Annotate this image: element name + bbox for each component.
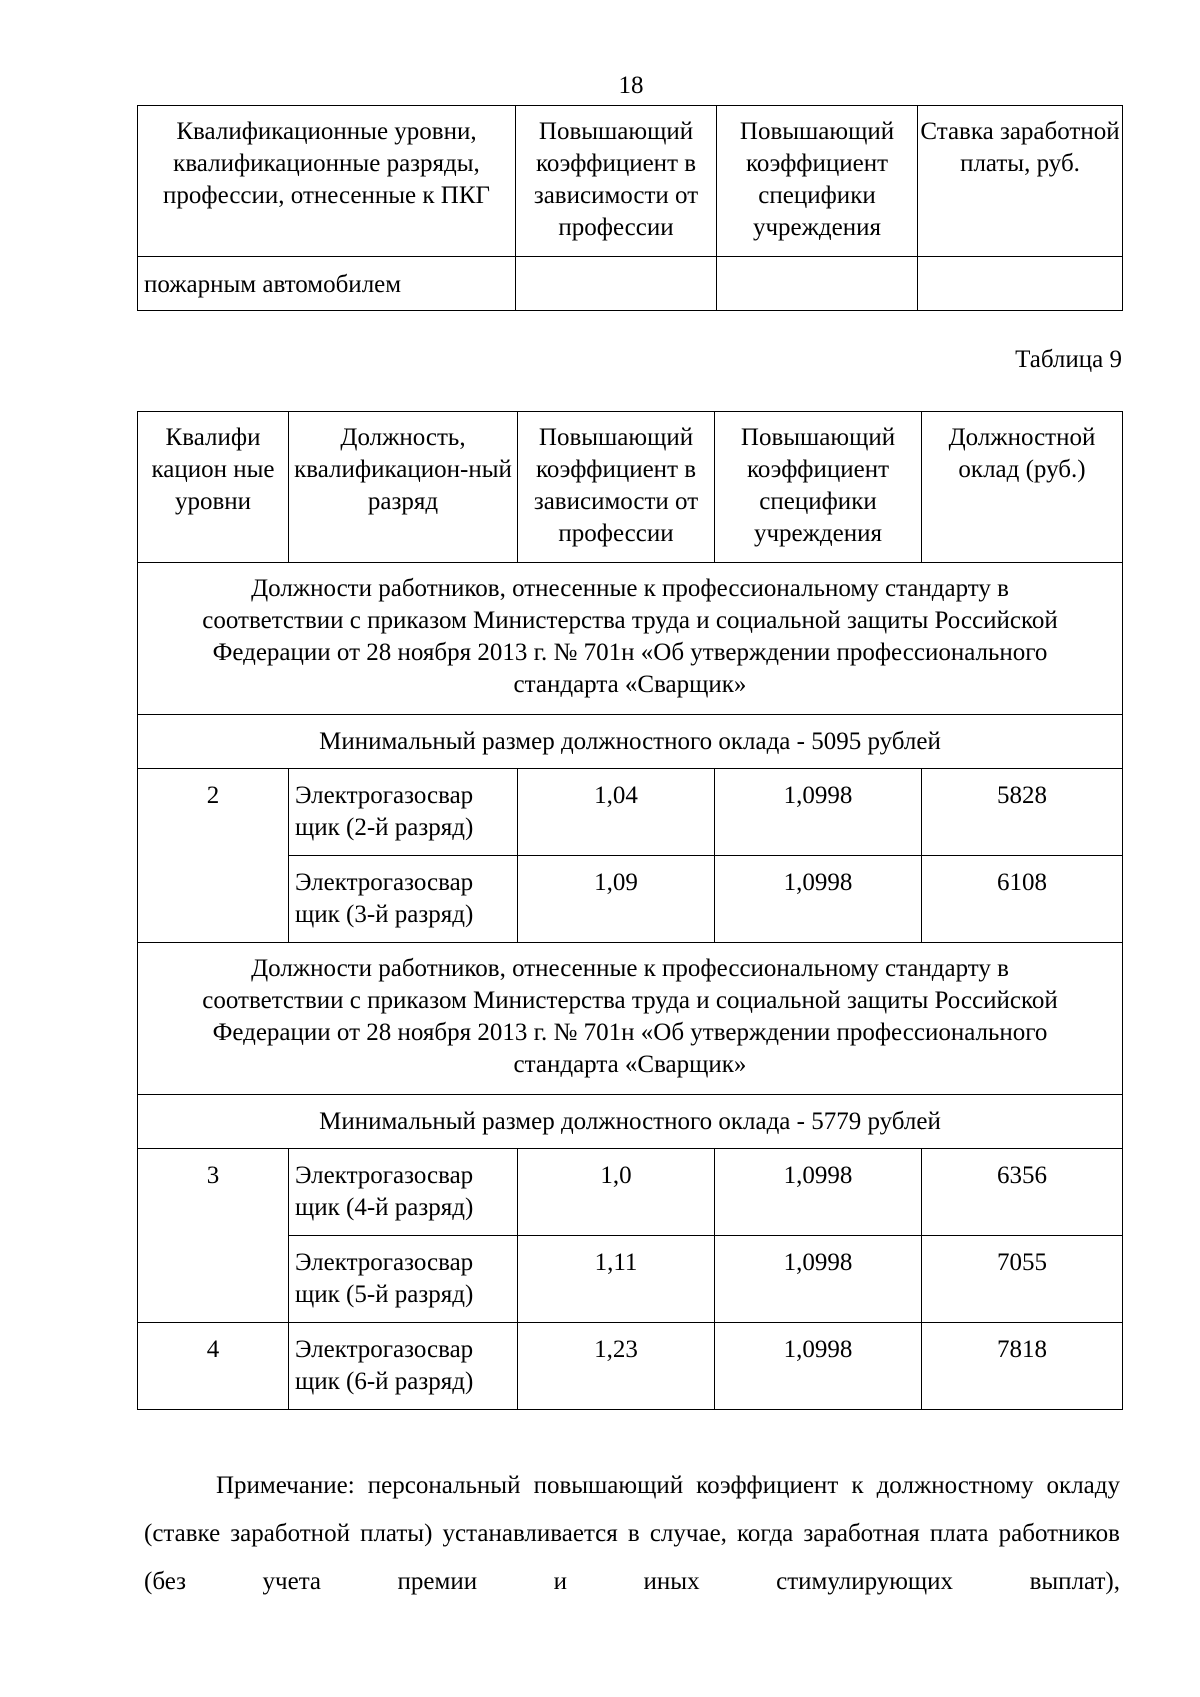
- coef-profession-cell: 1,0: [518, 1149, 715, 1236]
- section-title: Должности работников, отнесенные к профессиональному стандарту в соответствии с приказом Министерства труда и социальной защиты Российской Федерации от 28 ноября 2013 г. № 701н «Об утверждении профессионального стандарта «Сварщик»: [138, 943, 1123, 1095]
- min-salary: Минимальный размер должностного оклада - 5779 рублей: [138, 1095, 1123, 1149]
- level-cell: 3: [138, 1149, 289, 1323]
- table-cell: пожарным автомобилем: [138, 257, 516, 311]
- coef-institution-cell: 1,0998: [715, 769, 922, 856]
- table-header-row: [138, 106, 1123, 257]
- coef-institution-cell: 1,0998: [715, 1236, 922, 1323]
- section-title-row: [138, 563, 1123, 715]
- header-position: Должность, квалификацион-ный разряд: [289, 412, 518, 563]
- salary-cell: 5828: [922, 769, 1123, 856]
- previous-table-continuation: [137, 105, 1123, 311]
- min-salary-row: [138, 715, 1123, 769]
- section-title: Должности работников, отнесенные к профессиональному стандарту в соответствии с приказом Министерства труда и социальной защиты Российской Федерации от 28 ноября 2013 г. № 701н «Об утверждении профессионального стандарта «Сварщик»: [138, 563, 1123, 715]
- position-cell: Электрогазосвар щик (5-й разряд): [289, 1236, 518, 1323]
- position-cell: Электрогазосвар щик (3-й разряд): [289, 856, 518, 943]
- coef-profession-cell: 1,04: [518, 769, 715, 856]
- position-cell: Электрогазосвар щик (4-й разряд): [289, 1149, 518, 1236]
- coef-institution-cell: 1,0998: [715, 856, 922, 943]
- section-title-row: [138, 943, 1123, 1095]
- table-cell: [516, 257, 717, 311]
- page-number: 18: [618, 72, 644, 99]
- coef-profession-cell: 1,23: [518, 1323, 715, 1410]
- table-row: [138, 769, 1123, 856]
- header-coef-profession: Повышающий коэффициент в зависимости от профессии: [518, 412, 715, 563]
- note-paragraph: Примечание: персональный повышающий коэффициент к должностному окладу (ставке заработной платы) устанавливается в случае, когда заработная плата работников (без учета премии и иных стимулирующих выплат),: [144, 1472, 1120, 1595]
- header-cell: Ставка заработной платы, руб.: [918, 106, 1123, 257]
- table-row: [138, 1149, 1123, 1236]
- header-coef-institution: Повышающий коэффициент специфики учреждения: [715, 412, 922, 563]
- salary-cell: 7818: [922, 1323, 1123, 1410]
- salary-table: [137, 411, 1123, 1410]
- coef-institution-cell: 1,0998: [715, 1323, 922, 1410]
- position-cell: Электрогазосвар щик (2-й разряд): [289, 769, 518, 856]
- salary-cell: 6108: [922, 856, 1123, 943]
- header-salary: Должностной оклад (руб.): [922, 412, 1123, 563]
- table-row: [138, 1323, 1123, 1410]
- header-qualification-level: Квалифи кацион ные уровни: [138, 412, 289, 563]
- salary-cell: 7055: [922, 1236, 1123, 1323]
- min-salary-row: [138, 1095, 1123, 1149]
- level-cell: 4: [138, 1323, 289, 1410]
- table-row: [138, 257, 1123, 311]
- coef-institution-cell: 1,0998: [715, 1149, 922, 1236]
- table-header-row: [138, 412, 1123, 563]
- header-cell: Повышающий коэффициент специфики учреждения: [717, 106, 918, 257]
- table-cell: [717, 257, 918, 311]
- min-salary: Минимальный размер должностного оклада - 5095 рублей: [138, 715, 1123, 769]
- table-caption: Таблица 9: [1015, 346, 1122, 373]
- table-cell: [918, 257, 1123, 311]
- header-cell: Квалификационные уровни, квалификационные разряды, профессии, отнесенные к ПКГ: [138, 106, 516, 257]
- salary-cell: 6356: [922, 1149, 1123, 1236]
- position-cell: Электрогазосвар щик (6-й разряд): [289, 1323, 518, 1410]
- header-cell: Повышающий коэффициент в зависимости от профессии: [516, 106, 717, 257]
- coef-profession-cell: 1,11: [518, 1236, 715, 1323]
- level-cell: 2: [138, 769, 289, 943]
- coef-profession-cell: 1,09: [518, 856, 715, 943]
